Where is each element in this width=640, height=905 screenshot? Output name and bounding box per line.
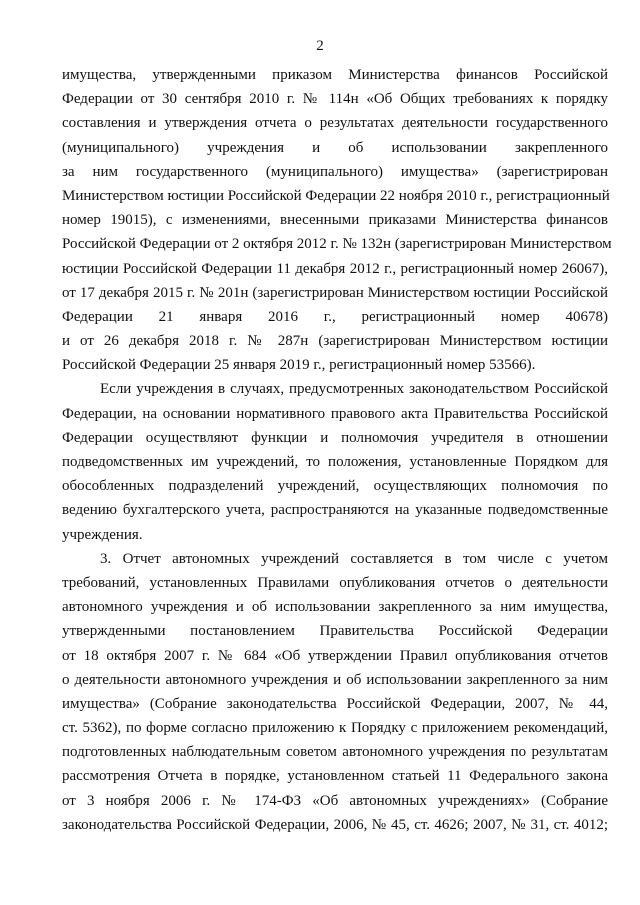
text-line: утвержденными постановлением Правительства Российской Федерации [62,623,608,640]
text-line: от 17 декабря 2015 г. № 201н (зарегистрирован Министерством юстиции Российской [62,284,608,301]
text-line: Российской Федерации 25 января 2019 г., регистрационный номер 53566). [62,357,536,374]
text-line: Российской Федерации от 2 октября 2012 г. № 132н (зарегистрирован Министерством [62,236,612,253]
page-number: 2 [316,38,324,54]
text-line: обособленных подразделений учреждений, осуществляющих полномочия по [62,478,608,495]
text-line: подведомственных им учреждений, то положения, установленные Порядком для [62,454,608,470]
text-line: номер 19015), с изменениями, внесенными приказами Министерства финансов [62,212,608,229]
text-line: Если учреждения в случаях, предусмотренных законодательством Российской [100,381,608,398]
text-line: 3. Отчет автономных учреждений составляется в том числе с учетом [100,550,608,567]
text-line: рассмотрения Отчета в порядке, установленном статьей 11 Федерального закона [62,768,608,785]
text-line: Федерации 21 января 2016 г., регистрационный номер 40678) [62,308,608,325]
document-body [62,63,612,837]
text-line: о деятельности автономного учреждения и об использовании закрепленного за ним [62,671,608,688]
text-line: за ним государственного (муниципального) имущества» (зарегистрирован [62,163,608,180]
text-line: от 3 ноября 2006 г. № 174-ФЗ «Об автономных учреждениях» (Собрание [62,792,608,809]
text-line: составления и утверждения отчета о результатах деятельности государственного [62,115,608,132]
text-line: ведению бухгалтерского учета, распространяются на указанные подведомственные [62,502,608,519]
text-line: и от 26 декабря 2018 г. № 287н (зарегистрирован Министерством юстиции [62,333,608,350]
text-line: подготовленных наблюдательным советом автономного учреждения по результатам [62,744,608,761]
text-line: учреждения. [62,526,143,543]
text-line: законодательства Российской Федерации, 2006, № 45, ст. 4626; 2007, № 31, ст. 4012; [62,816,608,833]
text-line: от 18 октября 2007 г. № 684 «Об утверждении Правил опубликования отчетов [62,647,608,664]
text-line: юстиции Российской Федерации 11 декабря 2012 г., регистрационный номер 26067), [62,260,608,277]
text-line: Министерством юстиции Российской Федерации 22 ноября 2010 г., регистрационный [62,187,610,204]
text-line: Федерации осуществляют функции и полномочия учредителя в отношении [62,429,608,446]
text-line: имущества, утвержденными приказом Министерства финансов Российской [62,67,608,83]
text-line: Федерации от 30 сентября 2010 г. № 114н «Об Общих требованиях к порядку [62,91,608,108]
text-line: требований, установленных Правилами опубликования отчетов о деятельности [62,574,608,591]
text-line: имущества» (Собрание законодательства Российской Федерации, 2007, № 44, [62,695,608,712]
text-line: (муниципального) учреждения и об использовании закрепленного [62,139,608,156]
text-line: Федерации, на основании нормативного правового акта Правительства Российской [62,405,608,422]
text-line: автономного учреждения и об использовании закрепленного за ним имущества, [62,599,608,616]
text-line: ст. 5362), по форме согласно приложению к Порядку с приложением рекомендаций, [62,720,608,737]
